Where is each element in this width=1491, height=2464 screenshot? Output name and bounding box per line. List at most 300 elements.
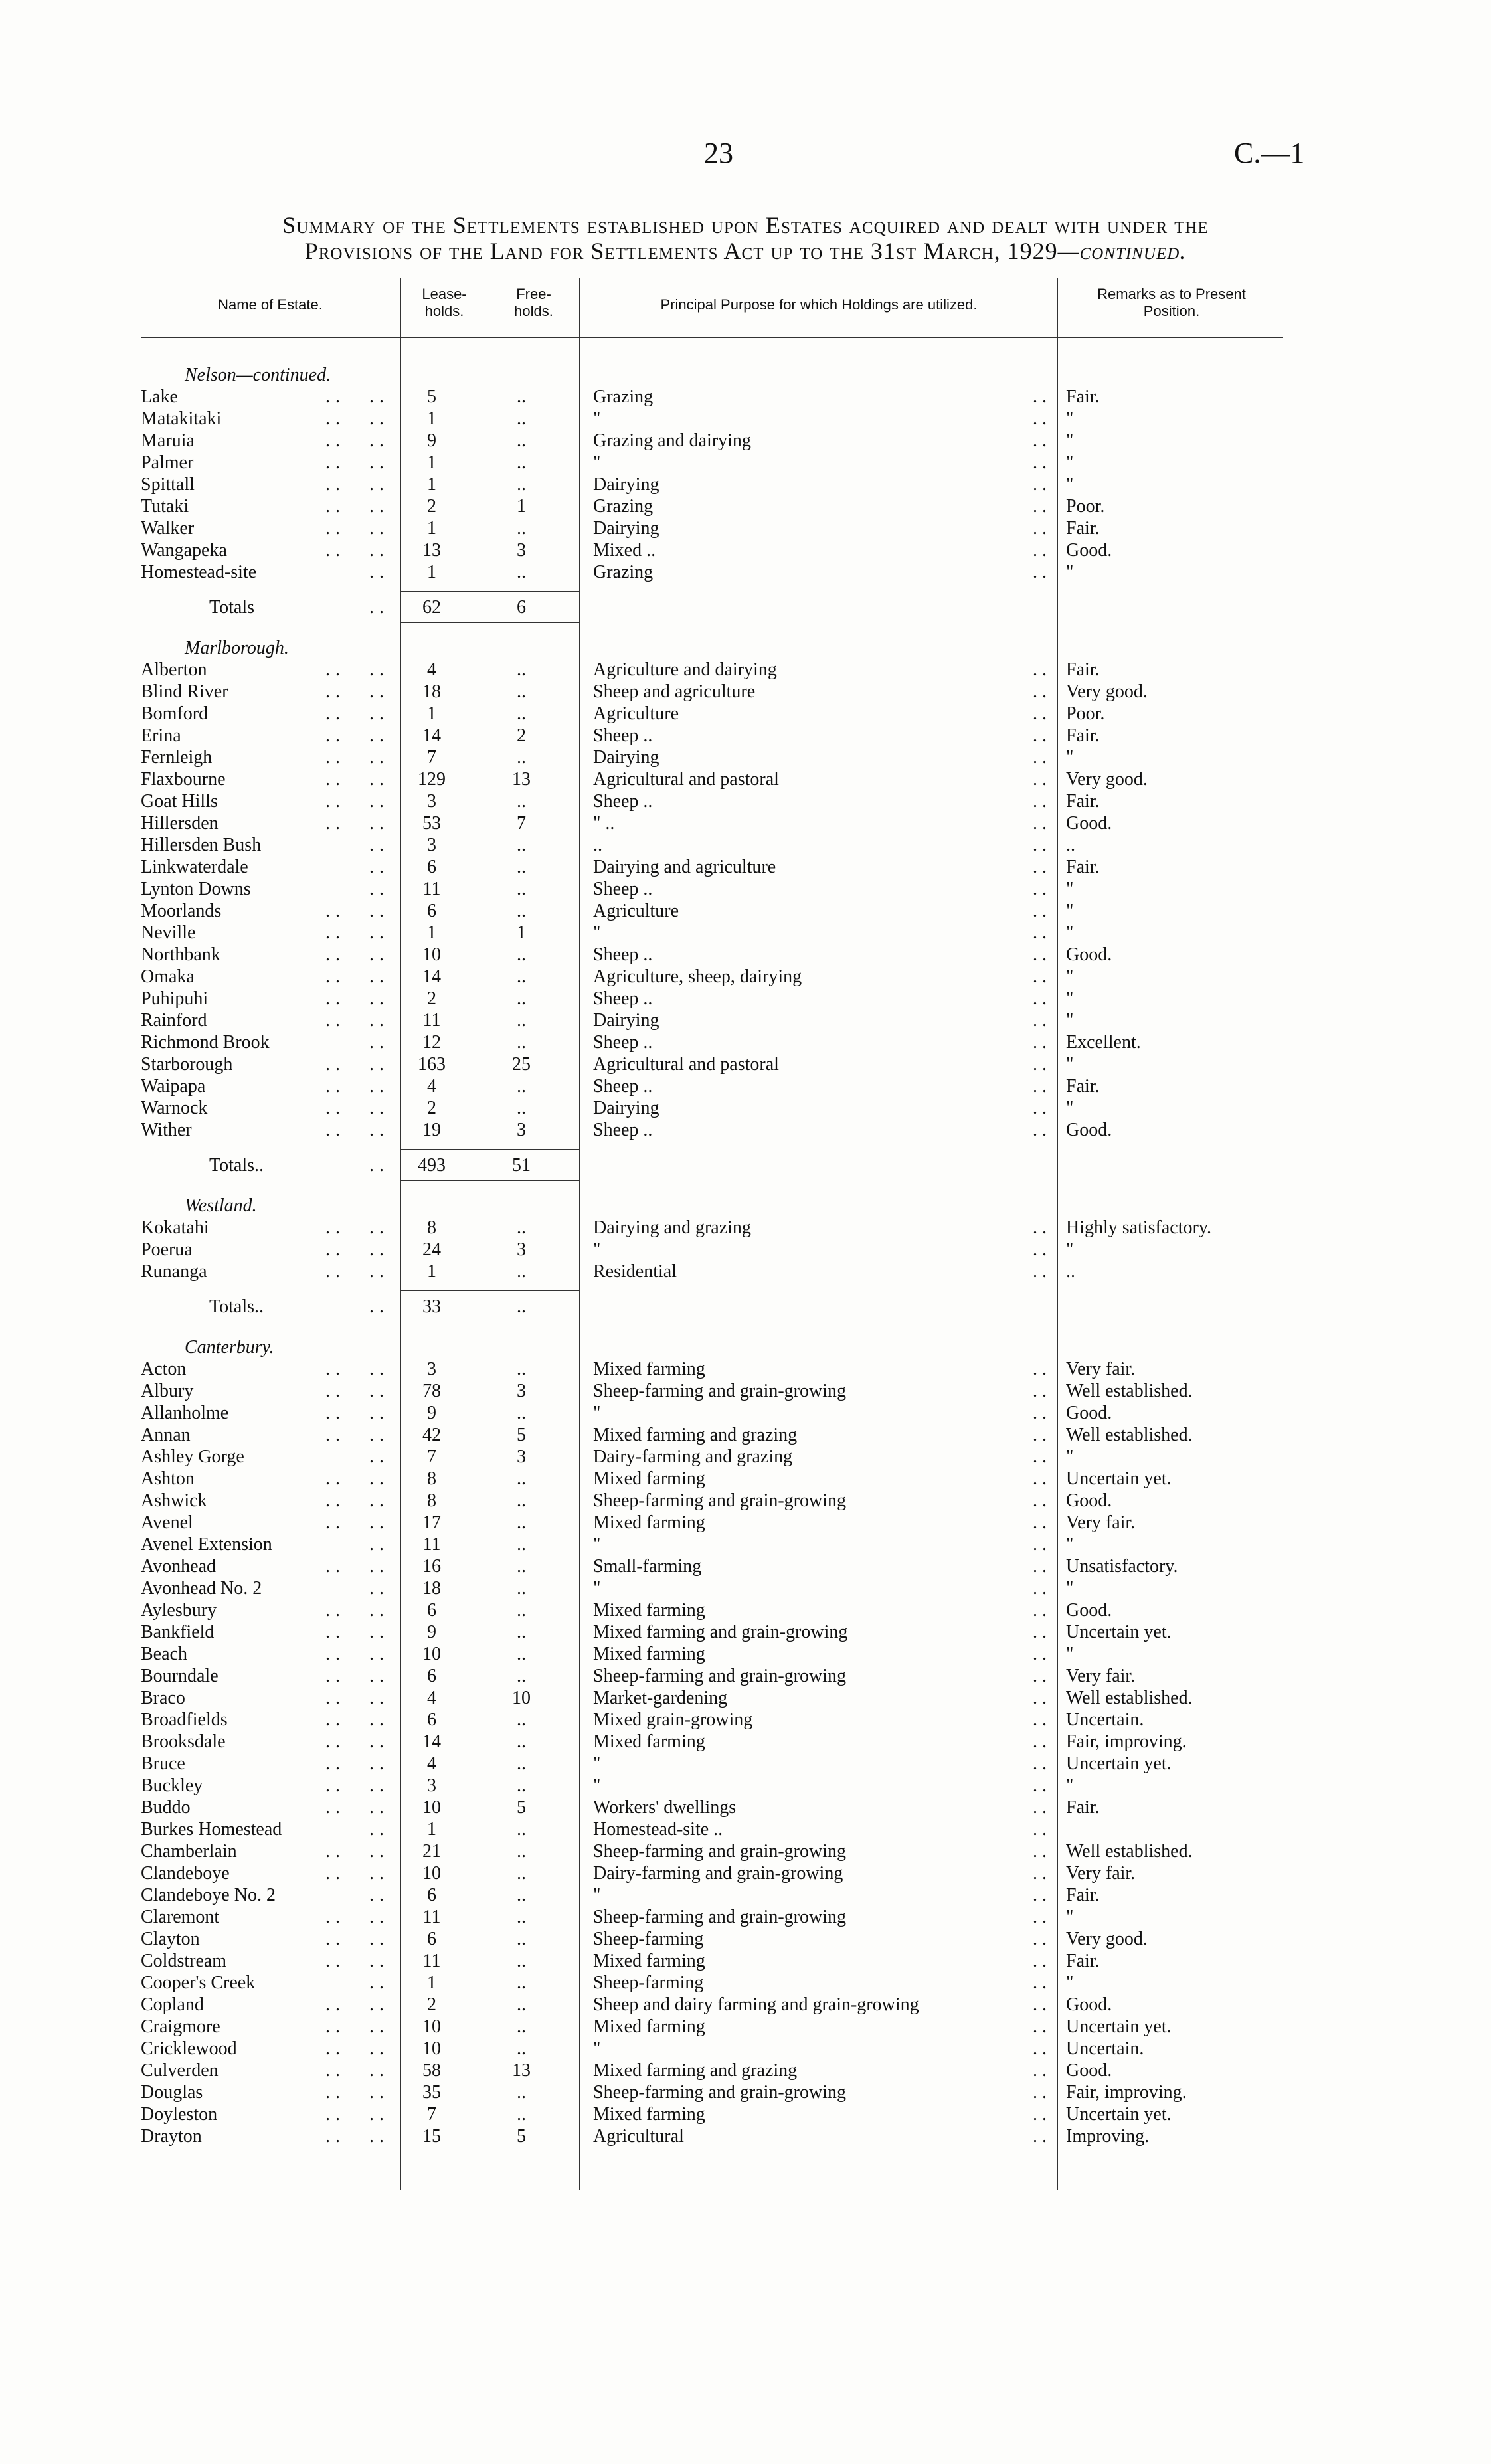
table-row: [0, 2081, 1491, 2103]
table-row: [0, 1687, 1491, 1709]
purpose-cell: Dairying and agriculture: [593, 857, 776, 877]
leaseholds-cell: 10: [422, 944, 441, 965]
freeholds-cell: ..: [517, 1010, 526, 1031]
remarks-cell: Uncertain yet.: [1066, 2104, 1172, 2125]
table-row: [0, 495, 1491, 517]
purpose-cell: Sheep-farming and grain-growing: [593, 1381, 846, 1401]
leader-dots: ..: [325, 1490, 345, 1511]
purpose-cell: ": [593, 452, 601, 473]
remarks-cell: Fair.: [1066, 1797, 1100, 1818]
remarks-cell: ": [1066, 879, 1074, 899]
estate-name: Homestead-site: [141, 562, 257, 582]
leader-dots: ..: [1033, 540, 1051, 561]
purpose-cell: Small-farming: [593, 1556, 702, 1577]
purpose-cell: Sheep ..: [593, 1076, 653, 1097]
purpose-cell: ": [593, 1753, 601, 1774]
leader-dots: ..: [325, 2038, 345, 2059]
table-row: [0, 1709, 1491, 1731]
purpose-cell: Agricultural: [593, 2126, 684, 2147]
leader-dots: ..: [1033, 496, 1051, 517]
leader-dots: ..: [1033, 1120, 1051, 1140]
leader-dots: ..: [325, 988, 345, 1009]
leader-dots: ..: [369, 1032, 389, 1053]
purpose-cell: Sheep ..: [593, 944, 653, 965]
leaseholds-cell: 10: [422, 1863, 441, 1884]
totals-top-rule: [400, 1149, 579, 1150]
purpose-cell: ": [593, 1885, 601, 1905]
leaseholds-cell: 9: [427, 1403, 436, 1423]
freeholds-cell: ..: [517, 1929, 526, 1949]
leader-dots: ..: [325, 2104, 345, 2125]
leader-dots: ..: [1033, 1010, 1051, 1031]
leader-dots: ..: [1033, 966, 1051, 987]
freeholds-cell: ..: [517, 901, 526, 921]
table-row: [0, 1402, 1491, 1424]
remarks-cell: ": [1066, 430, 1074, 451]
leader-dots: ..: [369, 966, 389, 987]
leader-dots: ..: [369, 2016, 389, 2037]
totals-row: [0, 1296, 1491, 1318]
leader-dots: ..: [1033, 703, 1051, 724]
estate-name: Kokatahi: [141, 1217, 209, 1238]
remarks-cell: Unsatisfactory.: [1066, 1556, 1178, 1577]
estate-name: Wangapeka: [141, 540, 227, 561]
leader-dots: ..: [1033, 1217, 1051, 1238]
leader-dots: ..: [369, 1447, 389, 1467]
leaseholds-cell: 129: [418, 769, 446, 790]
leader-dots: ..: [325, 1994, 345, 2015]
remarks-cell: ": [1066, 1054, 1074, 1075]
leader-dots: ..: [325, 944, 345, 965]
table-row: [0, 1555, 1491, 1577]
remarks-cell: Uncertain yet.: [1066, 1468, 1172, 1489]
purpose-cell: Mixed farming: [593, 1644, 705, 1664]
leader-dots: ..: [1033, 1359, 1051, 1379]
leaseholds-cell: 10: [422, 2038, 441, 2059]
leaseholds-cell: 1: [427, 1261, 436, 1282]
leader-dots: ..: [369, 660, 389, 680]
leader-dots: ..: [369, 1512, 389, 1533]
purpose-cell: Mixed farming: [593, 2016, 705, 2037]
leader-dots: ..: [325, 2126, 345, 2147]
purpose-cell: Grazing: [593, 496, 654, 517]
freeholds-total: 51: [512, 1155, 531, 1176]
freeholds-cell: 5: [517, 1425, 526, 1445]
leader-dots: ..: [369, 2104, 389, 2125]
leader-dots: ..: [1033, 2082, 1051, 2103]
table-row: [0, 1928, 1491, 1950]
leader-dots: ..: [369, 1425, 389, 1445]
purpose-cell: ": [593, 408, 601, 429]
table-row: [0, 747, 1491, 768]
leaseholds-cell: 2: [427, 1098, 436, 1118]
freeholds-cell: ..: [517, 1468, 526, 1489]
leader-dots: ..: [325, 1512, 345, 1533]
leader-dots: ..: [1033, 430, 1051, 451]
leader-dots: ..: [325, 1261, 345, 1282]
totals-top-rule: [400, 591, 579, 592]
purpose-cell: Agricultural and pastoral: [593, 769, 779, 790]
leaseholds-cell: 21: [422, 1841, 441, 1862]
freeholds-cell: ..: [517, 1907, 526, 1927]
leader-dots: ..: [1033, 1907, 1051, 1927]
freeholds-cell: 3: [517, 1447, 526, 1467]
leaseholds-cell: 1: [427, 703, 436, 724]
estate-name: Flaxbourne: [141, 769, 226, 790]
estate-name: Cricklewood: [141, 2038, 237, 2059]
leader-dots: ..: [369, 1556, 389, 1577]
estate-name: Northbank: [141, 944, 220, 965]
leader-dots: ..: [325, 1841, 345, 1862]
estate-name: Puhipuhi: [141, 988, 209, 1009]
purpose-cell: Mixed farming: [593, 1512, 705, 1533]
leaseholds-cell: 13: [422, 540, 441, 561]
title-continued: —continued.: [1057, 238, 1187, 264]
remarks-cell: ": [1066, 923, 1074, 943]
leader-dots: ..: [1033, 2104, 1051, 2125]
leaseholds-cell: 1: [427, 923, 436, 943]
leader-dots: ..: [325, 1359, 345, 1379]
remarks-cell: Fair.: [1066, 791, 1100, 812]
remarks-cell: ": [1066, 1098, 1074, 1118]
leaseholds-cell: 12: [422, 1032, 441, 1053]
estate-name: Burkes Homestead: [141, 1819, 282, 1840]
totals-label: Totals..: [209, 1296, 264, 1317]
estate-name: Avonhead: [141, 1556, 216, 1577]
leader-dots: ..: [1033, 1885, 1051, 1905]
table-row: [0, 856, 1491, 878]
estate-name: Richmond Brook: [141, 1032, 270, 1053]
leader-dots: ..: [369, 1797, 389, 1818]
estate-name: Buckley: [141, 1775, 203, 1796]
table-row: [0, 1906, 1491, 1928]
leaseholds-cell: 1: [427, 518, 436, 539]
purpose-cell: Mixed farming: [593, 1600, 705, 1621]
leader-dots: ..: [325, 791, 345, 812]
leader-dots: ..: [325, 1775, 345, 1796]
freeholds-cell: ..: [517, 1359, 526, 1379]
leader-dots: ..: [1033, 1622, 1051, 1642]
leader-dots: ..: [369, 1753, 389, 1774]
leader-dots: ..: [369, 923, 389, 943]
leader-dots: ..: [369, 813, 389, 834]
leader-dots: ..: [369, 1054, 389, 1075]
table-row: [0, 2038, 1491, 2060]
leader-dots: ..: [369, 597, 389, 618]
leader-dots: ..: [369, 1359, 389, 1379]
freeholds-cell: ..: [517, 2016, 526, 2037]
remarks-cell: Good.: [1066, 1403, 1112, 1423]
leader-dots: ..: [325, 703, 345, 724]
table-row: [0, 386, 1491, 408]
remarks-cell: Fair.: [1066, 1076, 1100, 1097]
remarks-cell: Fair.: [1066, 1951, 1100, 1971]
leaseholds-cell: 6: [427, 1600, 436, 1621]
remarks-cell: Highly satisfactory.: [1066, 1217, 1212, 1238]
leader-dots: ..: [1033, 1239, 1051, 1260]
estate-name: Annan: [141, 1425, 191, 1445]
purpose-cell: Sheep-farming and grain-growing: [593, 1666, 846, 1686]
purpose-cell: Agriculture: [593, 901, 679, 921]
leader-dots: ..: [369, 2082, 389, 2103]
leaseholds-cell: 6: [427, 1929, 436, 1949]
leaseholds-cell: 11: [422, 879, 441, 899]
leaseholds-cell: 78: [422, 1381, 441, 1401]
remarks-cell: ": [1066, 1534, 1074, 1555]
leaseholds-cell: 2: [427, 988, 436, 1009]
estate-name: Maruia: [141, 430, 195, 451]
estate-name: Ashwick: [141, 1490, 207, 1511]
leader-dots: ..: [1033, 2038, 1051, 2059]
leaseholds-cell: 8: [427, 1468, 436, 1489]
freeholds-cell: ..: [517, 2038, 526, 2059]
remarks-cell: ": [1066, 408, 1074, 429]
estate-name: Bankfield: [141, 1622, 215, 1642]
estate-name: Copland: [141, 1994, 204, 2015]
leader-dots: ..: [369, 1217, 389, 1238]
leader-dots: ..: [1033, 1994, 1051, 2015]
estate-name: Chamberlain: [141, 1841, 237, 1862]
estate-name: Hillersden Bush: [141, 835, 262, 855]
leader-dots: ..: [325, 1753, 345, 1774]
freeholds-cell: 10: [512, 1688, 531, 1708]
purpose-cell: Grazing and dairying: [593, 430, 751, 451]
leaseholds-cell: 2: [427, 1994, 436, 2015]
purpose-cell: Workers' dwellings: [593, 1797, 737, 1818]
leaseholds-cell: 11: [422, 1534, 441, 1555]
purpose-cell: ": [593, 1578, 601, 1599]
leaseholds-cell: 18: [422, 681, 441, 702]
leader-dots: ..: [369, 1403, 389, 1423]
header-leaseholds-1: Lease-: [422, 286, 467, 302]
leaseholds-total: 33: [422, 1296, 441, 1317]
leader-dots: ..: [369, 901, 389, 921]
leader-dots: ..: [1033, 747, 1051, 768]
leaseholds-cell: 6: [427, 1710, 436, 1730]
header-freeholds-1: Free-: [516, 286, 551, 302]
remarks-cell: Good.: [1066, 1490, 1112, 1511]
freeholds-cell: ..: [517, 879, 526, 899]
leader-dots: ..: [1033, 2016, 1051, 2037]
totals-row: [0, 596, 1491, 618]
leader-dots: ..: [1033, 988, 1051, 1009]
leader-dots: ..: [1033, 1578, 1051, 1599]
table-row: [0, 1797, 1491, 1818]
leader-dots: ..: [1033, 1556, 1051, 1577]
remarks-cell: ": [1066, 452, 1074, 473]
purpose-cell: Residential: [593, 1261, 677, 1282]
leader-dots: ..: [369, 1155, 389, 1176]
leader-dots: ..: [369, 857, 389, 877]
table-row: [0, 1534, 1491, 1555]
leader-dots: ..: [1033, 1973, 1051, 1993]
estate-name: Matakitaki: [141, 408, 222, 429]
header-remarks-2: Position.: [1143, 303, 1200, 319]
estate-name: Avenel Extension: [141, 1534, 272, 1555]
table-row: [0, 1950, 1491, 1972]
table-row: [0, 1884, 1491, 1906]
freeholds-cell: ..: [517, 1217, 526, 1238]
leader-dots: ..: [1033, 1688, 1051, 1708]
table-row: [0, 1599, 1491, 1621]
leader-dots: ..: [325, 540, 345, 561]
remarks-cell: Well established.: [1066, 1425, 1193, 1445]
table-row: [0, 790, 1491, 812]
freeholds-cell: ..: [517, 1885, 526, 1905]
freeholds-cell: ..: [517, 988, 526, 1009]
table-row: [0, 1621, 1491, 1643]
leader-dots: ..: [1033, 387, 1051, 407]
purpose-cell: Market-gardening: [593, 1688, 728, 1708]
remarks-cell: Uncertain yet.: [1066, 1753, 1172, 1774]
leader-dots: ..: [325, 1120, 345, 1140]
table-row: [0, 834, 1491, 856]
leader-dots: ..: [369, 835, 389, 855]
estate-name: Bomford: [141, 703, 209, 724]
leader-dots: ..: [1033, 1644, 1051, 1664]
freeholds-cell: ..: [517, 1032, 526, 1053]
leader-dots: ..: [325, 1076, 345, 1097]
table-row: [0, 1053, 1491, 1075]
freeholds-cell: ..: [517, 2082, 526, 2103]
leader-dots: ..: [369, 430, 389, 451]
leaseholds-cell: 11: [422, 1951, 441, 1971]
leader-dots: ..: [325, 1951, 345, 1971]
purpose-cell: Agriculture, sheep, dairying: [593, 966, 802, 987]
leader-dots: ..: [325, 1239, 345, 1260]
leader-dots: ..: [1033, 518, 1051, 539]
leader-dots: ..: [369, 408, 389, 429]
leader-dots: ..: [369, 1973, 389, 1993]
document-code: C.—1: [1234, 137, 1305, 169]
estate-name: Goat Hills: [141, 791, 218, 812]
estate-name: Bourndale: [141, 1666, 219, 1686]
estate-name: Ashton: [141, 1468, 195, 1489]
estate-name: Omaka: [141, 966, 195, 987]
estate-name: Craigmore: [141, 2016, 220, 2037]
leader-dots: ..: [1033, 769, 1051, 790]
table-row: [0, 1261, 1491, 1282]
leaseholds-cell: 1: [427, 408, 436, 429]
estate-name: Linkwaterdale: [141, 857, 248, 877]
leaseholds-cell: 6: [427, 1885, 436, 1905]
leader-dots: ..: [325, 813, 345, 834]
leader-dots: ..: [369, 1644, 389, 1664]
leader-dots: ..: [369, 2126, 389, 2147]
estate-name: Coldstream: [141, 1951, 227, 1971]
estate-name: Cooper's Creek: [141, 1973, 256, 1993]
freeholds-cell: ..: [517, 1951, 526, 1971]
table-row: [0, 703, 1491, 725]
freeholds-cell: ..: [517, 1753, 526, 1774]
estate-name: Spittall: [141, 474, 195, 495]
leader-dots: ..: [325, 1381, 345, 1401]
purpose-cell: Mixed farming and grain-growing: [593, 1622, 848, 1642]
purpose-cell: Sheep-farming and grain-growing: [593, 1490, 846, 1511]
estate-name: Beach: [141, 1644, 187, 1664]
leader-dots: ..: [1033, 1666, 1051, 1686]
purpose-cell: Mixed farming and grazing: [593, 1425, 798, 1445]
leaseholds-cell: 1: [427, 1819, 436, 1840]
freeholds-cell: ..: [517, 1666, 526, 1686]
estate-name: Starborough: [141, 1054, 233, 1075]
estate-name: Wither: [141, 1120, 192, 1140]
remarks-cell: ": [1066, 966, 1074, 987]
totals-label: Totals..: [209, 1155, 264, 1176]
leader-dots: ..: [325, 1468, 345, 1489]
table-row: [0, 2103, 1491, 2125]
leader-dots: ..: [369, 1907, 389, 1927]
leader-dots: ..: [369, 474, 389, 495]
remarks-cell: Uncertain yet.: [1066, 2016, 1172, 2037]
leader-dots: ..: [369, 2060, 389, 2081]
leader-dots: ..: [325, 452, 345, 473]
estate-name: Allanholme: [141, 1403, 229, 1423]
leaseholds-cell: 42: [422, 1425, 441, 1445]
purpose-cell: Sheep-farming and grain-growing: [593, 1841, 846, 1862]
leaseholds-cell: 9: [427, 430, 436, 451]
remarks-cell: Fair.: [1066, 518, 1100, 539]
table-row: [0, 474, 1491, 495]
estate-name: Albury: [141, 1381, 194, 1401]
leader-dots: ..: [325, 1622, 345, 1642]
purpose-cell: Sheep ..: [593, 1032, 653, 1053]
purpose-cell: Mixed ..: [593, 540, 656, 561]
remarks-cell: Very fair.: [1066, 1512, 1136, 1533]
freeholds-cell: ..: [517, 1490, 526, 1511]
freeholds-cell: ..: [517, 1534, 526, 1555]
purpose-cell: ..: [593, 835, 602, 855]
freeholds-cell: ..: [517, 2104, 526, 2125]
leader-dots: ..: [369, 1929, 389, 1949]
title-line-2: [80, 237, 1411, 265]
table-row: [0, 517, 1491, 539]
table-row: [0, 1775, 1491, 1797]
freeholds-cell: 13: [512, 769, 531, 790]
table-row: [0, 1731, 1491, 1753]
purpose-cell: Mixed grain-growing: [593, 1710, 753, 1730]
leader-dots: ..: [369, 1010, 389, 1031]
table-row: [0, 1818, 1491, 1840]
leader-dots: ..: [325, 387, 345, 407]
leader-dots: ..: [369, 1381, 389, 1401]
leader-dots: ..: [369, 1490, 389, 1511]
estate-name: Moorlands: [141, 901, 222, 921]
leader-dots: ..: [325, 1600, 345, 1621]
leaseholds-cell: 35: [422, 2082, 441, 2103]
leader-dots: ..: [1033, 835, 1051, 855]
remarks-cell: ": [1066, 1973, 1074, 1993]
leader-dots: ..: [325, 1556, 345, 1577]
leaseholds-cell: 18: [422, 1578, 441, 1599]
leader-dots: ..: [325, 660, 345, 680]
leader-dots: ..: [1033, 1841, 1051, 1862]
remarks-cell: Good.: [1066, 1120, 1112, 1140]
estate-name: Culverden: [141, 2060, 219, 2081]
leader-dots: ..: [325, 1054, 345, 1075]
header-name: Name of Estate.: [218, 296, 323, 313]
estate-name: Walker: [141, 518, 195, 539]
estate-name: Clandeboye: [141, 1863, 230, 1884]
estate-name: Douglas: [141, 2082, 203, 2103]
freeholds-cell: ..: [517, 452, 526, 473]
header-freeholds-2: holds.: [514, 303, 553, 319]
purpose-cell: Sheep ..: [593, 879, 653, 899]
leaseholds-total: 493: [418, 1155, 446, 1176]
freeholds-cell: ..: [517, 1512, 526, 1533]
leader-dots: ..: [1033, 879, 1051, 899]
leader-dots: ..: [1033, 791, 1051, 812]
